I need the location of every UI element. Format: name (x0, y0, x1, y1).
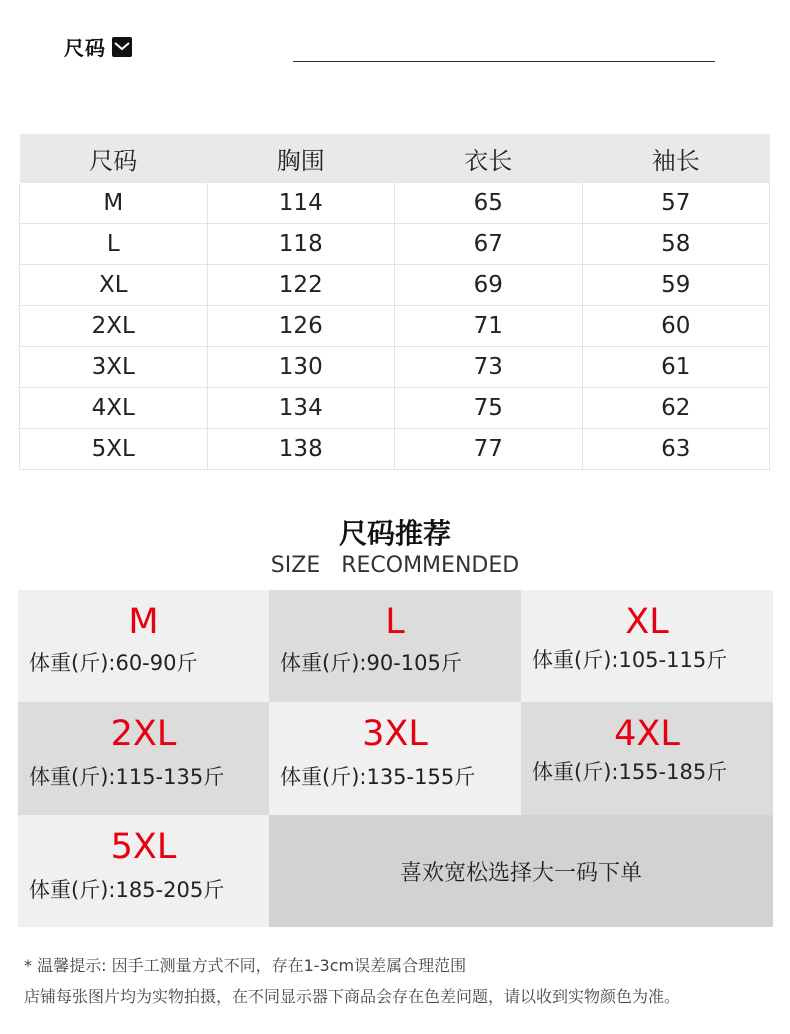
recommend-card-2xl (18, 702, 269, 815)
table-cell: 130 (207, 347, 395, 388)
table-row (20, 183, 770, 224)
card-size: 2XL (110, 714, 177, 754)
table-cell: 77 (395, 429, 583, 470)
card-size: 4XL (614, 714, 680, 754)
table-cell: 63 (582, 429, 770, 470)
table-cell: 3XL (20, 347, 208, 388)
card-size: 5XL (110, 827, 177, 867)
table-row (20, 429, 770, 470)
table-cell: 114 (207, 183, 395, 224)
table-cell: 61 (582, 347, 770, 388)
table-cell: 138 (207, 429, 395, 470)
card-weight: 体重(斤):185-205斤 (29, 878, 225, 902)
card-size: XL (625, 602, 669, 642)
table-cell: 59 (582, 265, 770, 306)
table-cell: 75 (395, 388, 583, 429)
table-cell: 4XL (20, 388, 208, 429)
recommend-card-4xl (521, 702, 773, 815)
table-cell: 58 (582, 224, 770, 265)
column-header-chest: 胸围 (207, 134, 395, 183)
table-cell: 73 (395, 347, 583, 388)
table-row (20, 265, 770, 306)
card-weight: 体重(斤):155-185斤 (532, 760, 728, 784)
recommend-card-xl (521, 590, 773, 702)
header (64, 32, 294, 64)
card-weight: 体重(斤):105-115斤 (532, 648, 728, 672)
card-size: 3XL (362, 714, 428, 754)
envelope-icon (112, 37, 132, 57)
measurement-note: * 温馨提示: 因手工测量方式不同，存在1-3cm误差属合理范围 (24, 956, 467, 975)
table-cell: 126 (207, 306, 395, 347)
color-note: 店铺每张图片均为实物拍摄，在不同显示器下商品会存在色差问题，请以收到实物颜色为准。 (24, 987, 681, 1006)
size-chart-table (19, 134, 770, 470)
table-cell: L (20, 224, 208, 265)
recommend-grid (18, 590, 773, 927)
card-size: L (385, 602, 405, 642)
table-cell: 60 (582, 306, 770, 347)
table-cell: 69 (395, 265, 583, 306)
table-cell: 118 (207, 224, 395, 265)
recommend-card-5xl (18, 815, 269, 927)
table-cell: 2XL (20, 306, 208, 347)
table-cell: XL (20, 265, 208, 306)
table-cell: M (20, 183, 208, 224)
size-up-tip (269, 815, 773, 927)
recommend-subtitle: SIZE RECOMMENDED (270, 553, 520, 578)
table-row (20, 347, 770, 388)
recommend-card-3xl (269, 702, 521, 815)
card-weight: 体重(斤):115-135斤 (29, 765, 225, 789)
recommend-card-m (18, 590, 269, 702)
table-cell: 67 (395, 224, 583, 265)
column-header-sleeve: 袖长 (582, 134, 770, 183)
column-header-size: 尺码 (20, 134, 208, 183)
table-row (20, 388, 770, 429)
header-divider (293, 61, 715, 62)
table-cell: 57 (582, 183, 770, 224)
table-cell: 122 (207, 265, 395, 306)
table-header-row (20, 134, 770, 183)
page-title: 尺码 (64, 36, 106, 60)
brand (64, 32, 294, 61)
table-row (20, 224, 770, 265)
card-size: M (128, 602, 159, 642)
size-up-tip-text: 喜欢宽松选择大一码下单 (399, 860, 642, 886)
table-row (20, 306, 770, 347)
table-cell: 134 (207, 388, 395, 429)
card-weight: 体重(斤):135-155斤 (280, 765, 476, 789)
recommend-card-l (269, 590, 521, 702)
card-weight: 体重(斤):60-90斤 (29, 651, 198, 675)
table-cell: 62 (582, 388, 770, 429)
card-weight: 体重(斤):90-105斤 (280, 651, 462, 675)
column-header-length: 衣长 (395, 134, 583, 183)
table-cell: 71 (395, 306, 583, 347)
table-cell: 65 (395, 183, 583, 224)
recommend-title: 尺码推荐 (338, 517, 451, 550)
table-cell: 5XL (20, 429, 208, 470)
